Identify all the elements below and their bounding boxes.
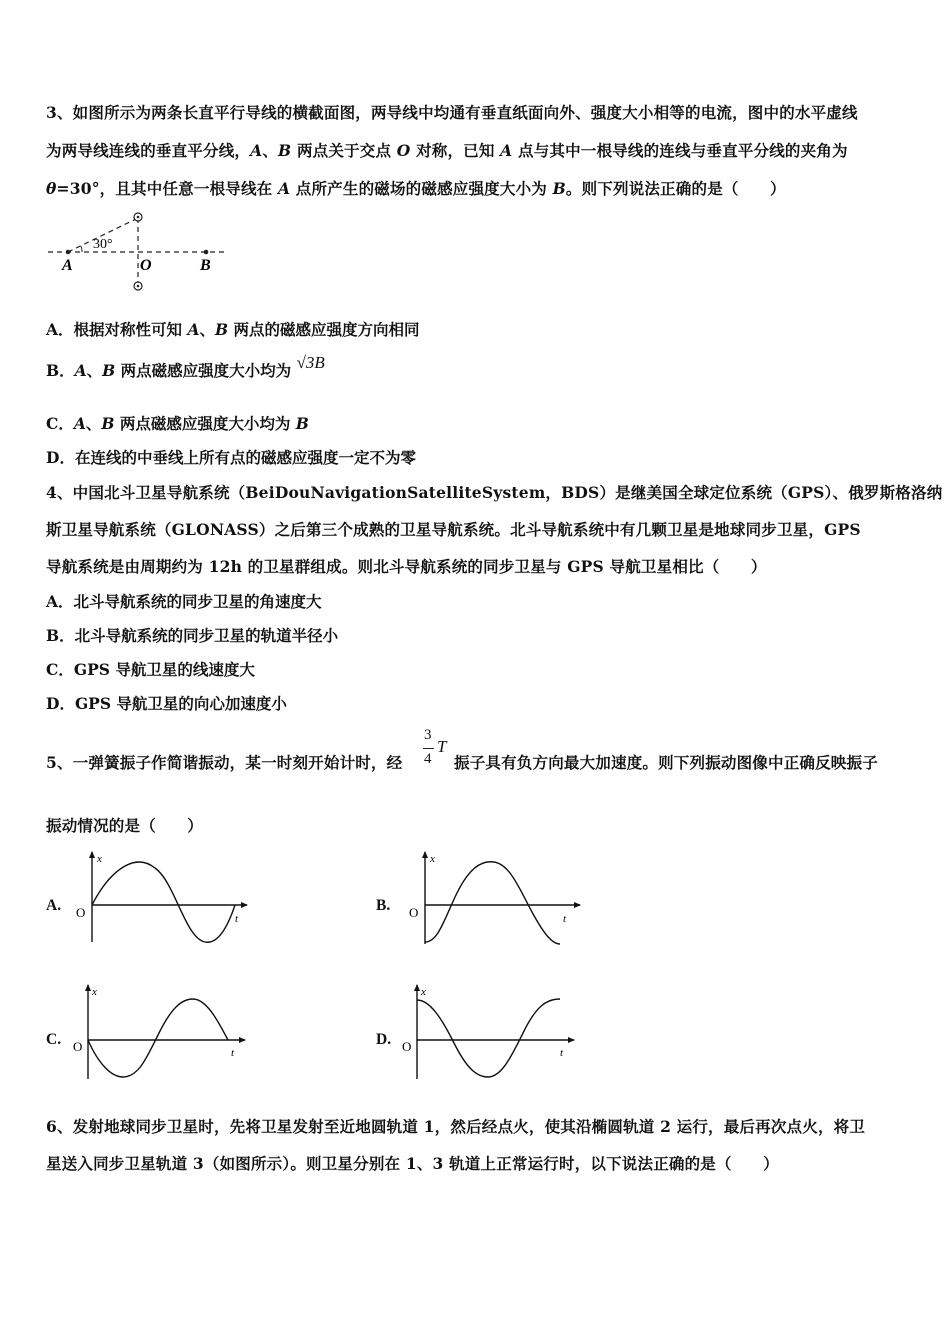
sqrt3-b-formula: √3B (296, 353, 325, 372)
graph-c-x-axis-label: t (231, 1047, 235, 1059)
graph-b-x-axis-label: t (563, 913, 567, 925)
angle-label: 30° (93, 237, 113, 252)
graph-c (73, 983, 253, 1083)
q4-option-d: D．GPS 导航卫星的向心加速度小 (46, 694, 287, 713)
graph-d-origin-label: O (402, 1039, 412, 1054)
graph-c-curve (88, 999, 228, 1077)
graph-c-origin-label: O (73, 1039, 83, 1054)
graph-b-origin-label: O (409, 905, 419, 920)
graph-b-curve (425, 862, 560, 944)
graph-b (408, 850, 588, 950)
label-o: O (140, 257, 152, 274)
graph-a-y-axis-label: x (97, 853, 102, 865)
graph-d-label: D. (376, 1031, 392, 1048)
graph-a (75, 850, 255, 950)
graph-c-label: C. (46, 1031, 62, 1048)
graph-d-x-axis-label: t (560, 1047, 564, 1059)
label-a: A (62, 257, 73, 274)
q5-line-1-right: 振子具有负方向最大加速度。则下列振动图像中正确反映振子 (454, 753, 878, 772)
graph-d (402, 983, 582, 1083)
graph-a-origin-label: O (76, 905, 86, 920)
graph-c-y-axis-label: x (92, 986, 97, 998)
frac-bar (423, 748, 434, 749)
point-b-dot (204, 250, 209, 255)
q3-option-d: D．在连线的中垂线上所有点的磁感应强度一定不为零 (46, 448, 416, 467)
q3-option-a: A．根据对称性可知 A、B 两点的磁感应强度方向相同 (46, 320, 420, 339)
q4-line-2: 斯卫星导航系统（GLONASS）之后第三个成熟的卫星导航系统。北斗导航系统中有几颗卫星是地球同步卫星，GPS (46, 520, 861, 539)
label-b: B (200, 257, 211, 274)
q3-line-3: θ=30°，且其中任意一根导线在 A 点所产生的磁场的磁感应强度大小为 B。则下列说法正确的是（ ） (46, 179, 786, 198)
q3-option-b: B．A、B 两点磁感应强度大小均为 √3B (46, 353, 325, 380)
graph-d-curve (417, 999, 560, 1077)
graph-a-x-axis-label: t (235, 913, 239, 925)
q3-line-2: 为两导线连线的垂直平分线，A、B 两点关于交点 O 对称，已知 A 点与其中一根导线的连线与垂直平分线的夹角为 (46, 141, 848, 160)
q3-line-1: 3、如图所示为两条长直平行导线的横截面图，两导线中均通有垂直纸面向外、强度大小相等的电流，图中的水平虚线 (46, 103, 858, 122)
q6-line-2: 星送入同步卫星轨道 3（如图所示）。则卫星分别在 1、3 轨道上正常运行时，以下说法正确的是（ ） (46, 1154, 779, 1173)
q5-line-2: 振动情况的是（ ） (46, 816, 204, 835)
q4-line-3: 导航系统是由周期约为 12h 的卫星群组成。则北斗导航系统的同步卫星与 GPS 导航卫星相比（ ） (46, 557, 767, 576)
graph-a-curve (92, 862, 235, 942)
q4-option-a: A．北斗导航系统的同步卫星的角速度大 (46, 592, 322, 611)
q4-option-c: C．GPS 导航卫星的线速度大 (46, 660, 255, 679)
frac-numerator: 3 (424, 727, 432, 743)
q5-line-1-left: 5、一弹簧振子作简谐振动，某一时刻开始计时，经 (46, 753, 403, 772)
graph-b-label: B. (376, 897, 391, 914)
q3-option-c: C．A、B 两点磁感应强度大小均为 B (46, 414, 309, 433)
frac-denominator: 4 (424, 751, 432, 767)
graph-b-y-axis-label: x (430, 853, 435, 865)
q6-line-1: 6、发射地球同步卫星时，先将卫星发射至近地圆轨道 1，然后经点火，使其沿椭圆轨道 2 运行，最后再次点火，将卫 (46, 1117, 866, 1136)
frac-variable-t: T (437, 737, 447, 756)
point-a-dot (66, 250, 71, 255)
q3-wire-figure (40, 208, 240, 298)
graph-d-y-axis-label: x (421, 986, 426, 998)
q4-option-b: B．北斗导航系统的同步卫星的轨道半径小 (46, 626, 339, 645)
q4-line-1: 4、中国北斗卫星导航系统（BeiDouNavigationSatelliteSystem，BDS）是继美国全球定位系统（GPS）、俄罗斯格洛纳 (46, 483, 943, 502)
graph-a-label: A. (46, 897, 62, 914)
